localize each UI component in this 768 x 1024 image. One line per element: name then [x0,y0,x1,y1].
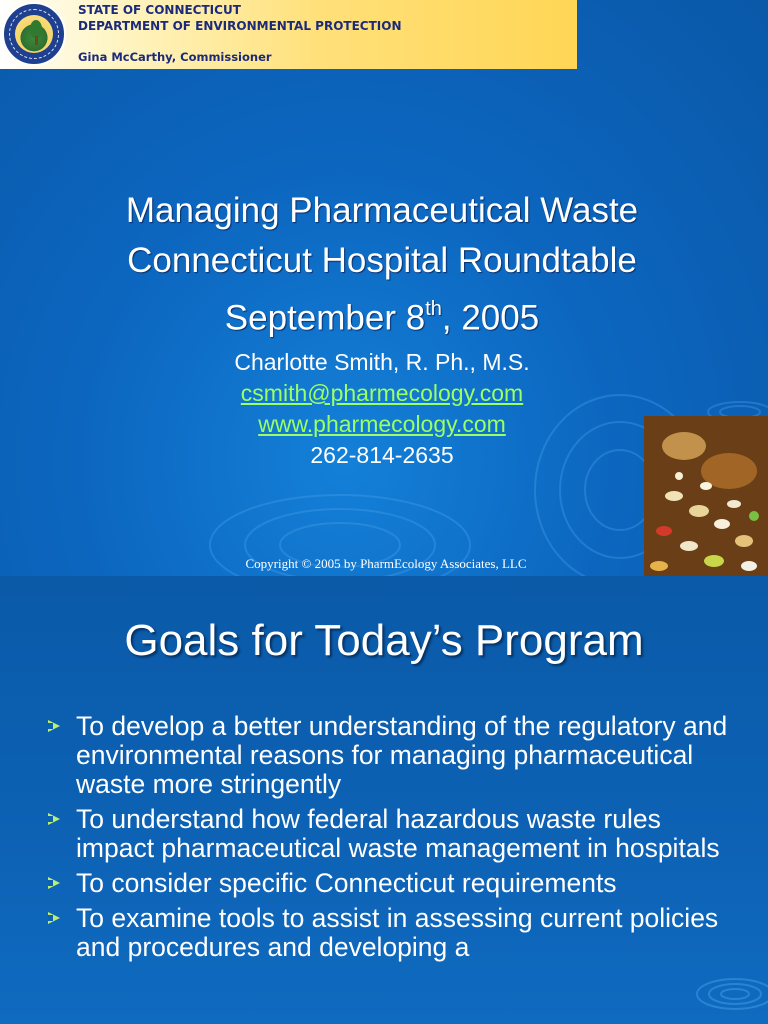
dep-seal-icon [2,2,66,66]
goal-text: To understand how federal hazardous waste rules impact pharmaceutical waste management in hospitals [76,804,720,863]
arrow-bullet-icon [48,813,60,825]
goal-item [46,904,746,962]
goal-text: To consider specific Connecticut requirements [76,868,617,898]
banner-state: STATE OF CONNECTICUT [78,3,241,17]
goals-list [46,712,746,968]
goal-item [46,805,746,863]
email-link[interactable]: csmith@pharmecology.com [240,380,524,406]
goals-slide [0,576,768,1024]
title-line-2: Connecticut Hospital Roundtable [127,241,637,280]
dep-header-banner [0,0,577,69]
arrow-bullet-icon [48,720,60,732]
presenter-phone: 262-814-2635 [310,442,454,468]
presenter-name: Charlotte Smith, R. Ph., M.S. [234,349,530,375]
slide-title: Goals for Today’s Program [124,616,644,665]
goal-text: To examine tools to assist in assessing current policies and procedures and developing a [76,903,719,962]
goal-item [46,712,746,799]
goal-text: To develop a better understanding of the regulatory and environmental reasons for managing pharmaceutical waste more stringently [76,711,728,799]
goal-item [46,869,746,898]
banner-commissioner: Gina McCarthy, Commissioner [78,50,272,64]
banner-department: DEPARTMENT OF ENVIRONMENTAL PROTECTION [78,19,402,33]
website-link[interactable]: www.pharmecology.com [258,411,506,437]
pills-photo [644,416,768,576]
arrow-bullet-icon [48,912,60,924]
title-line-3: September 8th, 2005 [224,298,540,338]
copyright-notice: Copyright © 2005 by PharmEcology Associates, LLC [245,556,527,571]
arrow-bullet-icon [48,877,60,889]
title-line-1: Managing Pharmaceutical Waste [125,191,639,230]
presenter-email [0,378,766,409]
